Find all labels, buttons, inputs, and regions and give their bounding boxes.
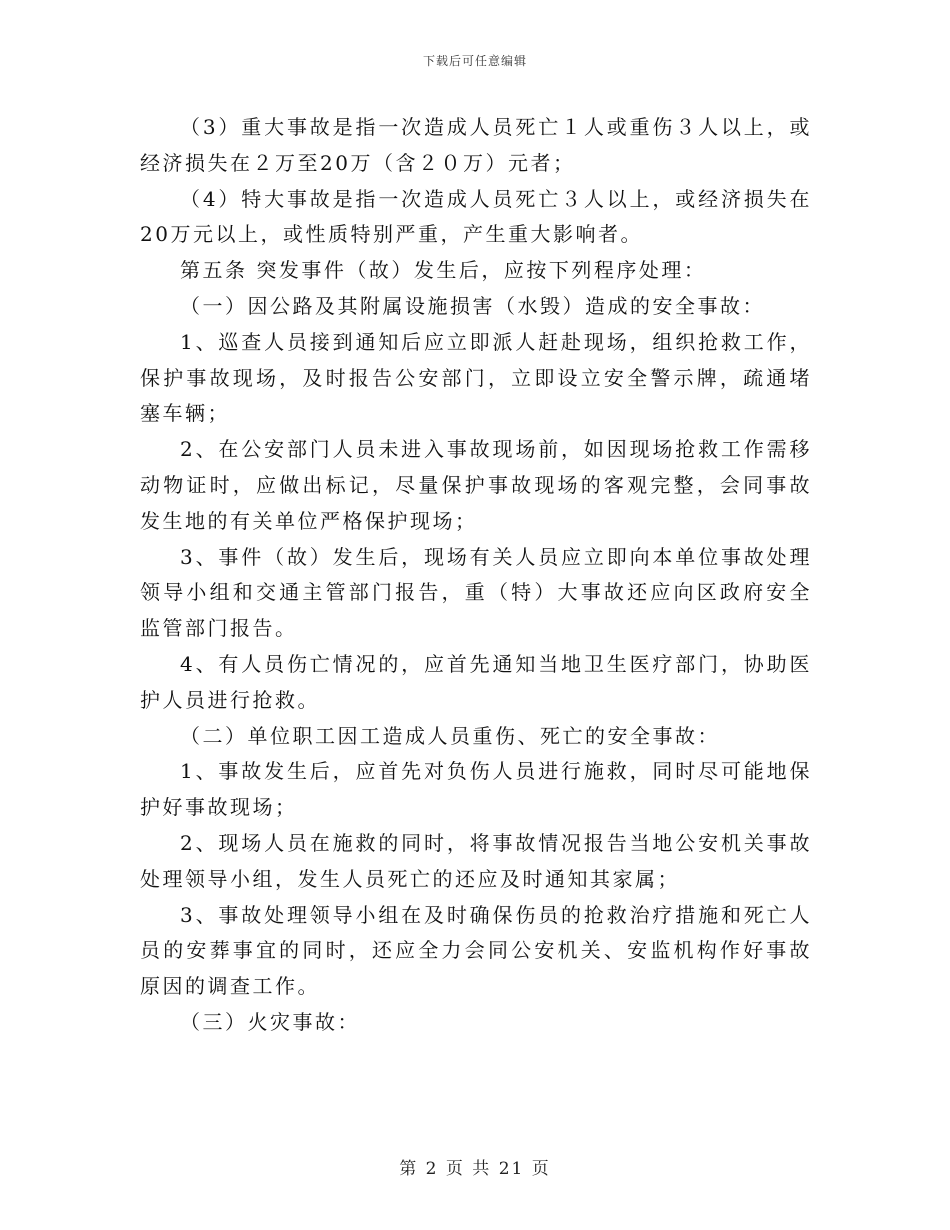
paragraph-road-step-3: 3、事件（故）发生后，现场有关人员应立即向本单位事故处理领导小组和交通主管部门报告，重（特）大事故还应向区政府安全监管部门报告。 xyxy=(140,544,812,641)
paragraph-road-step-4: 4、有人员伤亡情况的，应首先通知当地卫生医疗部门，协助医护人员进行抢救。 xyxy=(140,651,812,712)
paragraph-worker-step-2: 2、现场人员在施救的同时，将事故情况报告当地公安机关事故处理领导小组，发生人员死亡的还应及时通知其家属； xyxy=(140,830,812,891)
page-number-footer: 第 2 页 共 21 页 xyxy=(399,1159,551,1179)
section-heading-road-damage: （一）因公路及其附属设施损害（水毁）造成的安全事故： xyxy=(180,293,765,318)
paragraph-article-five: 第五条 突发事件（故）发生后，应按下列程序处理： xyxy=(180,258,707,283)
paragraph-worker-step-1: 1、事故发生后，应首先对负伤人员进行施救，同时尽可能地保护好事故现场； xyxy=(140,759,812,820)
paragraph-worker-step-3: 3、事故处理领导小组在及时确保伤员的抢救治疗措施和死亡人员的安葬事宜的同时，还应全力会同公安机关、安监机构作好事故原因的调查工作。 xyxy=(140,902,812,999)
paragraph-major-accident: （3）重大事故是指一次造成人员死亡１人或重伤３人以上，或经济损失在２万至20万（含２０万）元者； xyxy=(140,115,812,175)
paragraph-road-step-2: 2、在公安部门人员未进入事故现场前，如因现场抢救工作需移动物证时，应做出标记，尽量保护事故现场的客观完整，会同事故发生地的有关单位严格保护现场； xyxy=(140,437,812,533)
paragraph-serious-accident: （4）特大事故是指一次造成人员死亡３人以上，或经济损失在20万元以上，或性质特别严重，产生重大影响者。 xyxy=(140,186,812,247)
paragraph-road-step-1: 1、巡查人员接到通知后应立即派人赶赴现场，组织抢救工作，保护事故现场，及时报告公安部门，立即设立安全警示牌，疏通堵塞车辆； xyxy=(140,329,812,426)
document-body xyxy=(140,110,812,1041)
section-heading-worker-injury: （二）单位职工因工造成人员重伤、死亡的安全事故： xyxy=(180,723,720,748)
page-header-note: 下载后可任意编辑 xyxy=(422,54,527,68)
section-heading-fire-accident: （三）火灾事故： xyxy=(180,1009,360,1034)
